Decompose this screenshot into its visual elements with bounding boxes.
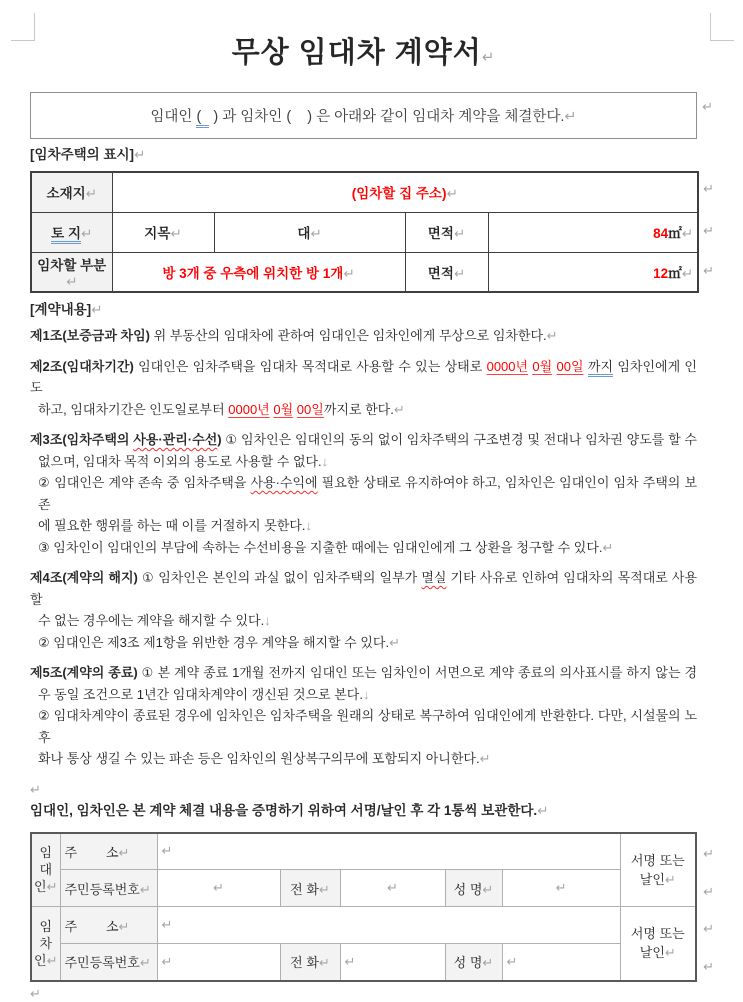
cell-id-value: ↵ [157, 870, 280, 907]
cell-id-label: 주민등록번호↵ [60, 870, 157, 907]
page-content [30, 0, 714, 1002]
paragraph-mark: ↵ [703, 883, 714, 899]
cell-name-label: 성 명↵ [445, 870, 502, 907]
clause-5: 제5조(계약의 종료) ① 본 계약 종료 1개월 전까지 임대인 또는 임차인이 서면으로 계약 종료의 의사표시를 하지 않는 경 우 동일 조건으로 1년간 임대차계약이 갱신된 것으로 본다.↓ ② 임대차계약이 종료된 경우에 임차인은 임차주택을 원래의 상태로 복구하여 임대인에게 반환한다. 다만, 시설물의 노후 화나 통상 생길 수 있는 파손 등은 임차인의 원상복구의무에 포함되지 아니한다.↵ [30, 665, 697, 766]
cell-sign-or-seal: 서명 또는 날인↵ [620, 907, 696, 981]
cell-area-value: 84㎡↵ [488, 212, 698, 252]
table-row-rented-part [31, 252, 698, 292]
paragraph-mark: ↵ [703, 920, 714, 936]
cell-phone-label: 전 화↵ [280, 944, 340, 981]
cell-lessee-party: 임 차 인↵ [31, 907, 60, 981]
paragraph-mark: ↵ [702, 99, 713, 114]
signature-table [30, 832, 697, 982]
contract-clauses [30, 325, 697, 770]
crop-mark-top-right-icon [710, 13, 734, 41]
paragraph-mark: ↵ [703, 845, 714, 861]
table-row-lessor-address [31, 833, 696, 870]
paragraph-mark: ↵ [703, 263, 714, 278]
table-row-lessee-details [31, 944, 696, 981]
cell-address-value: ↵ [157, 833, 620, 870]
cell-phone-value: ↵ [340, 870, 445, 907]
cell-phone-value: ↵ [340, 944, 445, 981]
cell-area-label: 면적↵ [405, 252, 488, 292]
cell-sign-or-seal: 서명 또는 날인↵ [620, 833, 696, 907]
paragraph-mark: ↵ [703, 181, 714, 196]
cell-name-value: ↵ [502, 870, 620, 907]
property-table [30, 171, 699, 293]
cell-name-value: ↵ [502, 944, 620, 981]
paragraph-mark: ↵ [481, 49, 496, 66]
cell-address-value: (임차할 집 주소)↵ [112, 172, 698, 212]
title-text: 무상 임대차 계약서 [231, 37, 482, 69]
section-heading-contract: [계약내용]↵ [30, 302, 103, 317]
cell-area-label: 면적↵ [405, 212, 488, 252]
empty-paragraph: ↵ [30, 781, 41, 797]
cell-phone-label: 전 화↵ [280, 870, 340, 907]
clause-1: 제1조(보증금과 차임) 위 부동산의 임대차에 관하여 임대인은 임차인에게 무상으로 임차한다.↵ [30, 328, 558, 343]
trailing-paragraph-mark: ↵ [30, 985, 41, 1001]
cell-landuse-value: 대↵ [214, 212, 405, 252]
intro-box [30, 92, 713, 139]
clause-4: 제4조(계약의 해지) ① 임차인은 본인의 과실 없이 임차주택의 일부가 멸실 기타 사유로 인하여 임대차의 목적대로 사용할 수 없는 경우에는 계약을 해지할 수 있다.↓ ② 임대인은 제3조 제1항을 위반한 경우 계약을 해지할 수 있다.↵ [30, 570, 698, 650]
intro-sentence: 임대인 ( ) 과 임차인 ( ) 은 아래와 같이 임대차 계약을 체결한다.↵ [150, 105, 576, 126]
section-heading-housing: [임차주택의 표시]↵ [30, 147, 146, 162]
signature-table-wrap [30, 832, 714, 982]
cell-address-label: 소재지↵ [31, 172, 112, 212]
property-table-wrap [30, 171, 714, 293]
cell-id-label: 주민등록번호↵ [60, 944, 157, 981]
clause-2: 제2조(임대차기간) 임대인은 임차주택을 임대차 목적대로 사용할 수 있는 상태로 0000년 0월 00일 까지 임차인에게 인도 하고, 임대차기간은 인도일로부터 0000년 0월 00일까지로 한다.↵ [30, 358, 697, 417]
clause-3: 제3조(임차주택의 사용·관리·수선) ① 임차인은 임대인의 동의 없이 임차주택의 구조변경 및 전대나 임차권 양도를 할 수 없으며, 임대차 목적 이외의 용도로 사용할 수 없다.↓ ② 임대인은 계약 존속 중 임차주택을 사용·수익에 필요한 상태로 유지하여야 하고, 임차인은 임대인이 임차 주택의 보존 에 필요한 행위를 하는 때 이를 거절하지 못한다.↓ ③ 임차인이 임대인의 부담에 속하는 수선비용을 지출한 때에는 임대인에게 그 상환을 청구할 수 있다.↵ [30, 432, 698, 555]
table-row-lessor-details [31, 870, 696, 907]
table-row-address [31, 172, 698, 212]
paragraph-mark: ↵ [703, 223, 714, 238]
closing-statement: 임대인, 임차인은 본 계약 체결 내용을 증명하기 위하여 서명/날인 후 각 1통씩 보관한다.↵ [30, 803, 549, 818]
cell-lessor-party: 임 대 인↵ [31, 833, 60, 907]
cell-part-label: 임차할 부분↵ [31, 252, 112, 292]
cell-name-label: 성 명↵ [445, 944, 502, 981]
cell-id-value: ↵ [157, 944, 280, 981]
cell-landuse-label: 지목↵ [112, 212, 214, 252]
table-row-land [31, 212, 698, 252]
table-row-lessee-address [31, 907, 696, 944]
page-title [30, 33, 697, 78]
cell-part-value: 방 3개 중 우측에 위치한 방 1개↵ [112, 252, 405, 292]
cell-land-label: 토 지↵ [31, 212, 112, 252]
cell-address-label: 주 소↵ [60, 833, 157, 870]
cell-address-label: 주 소↵ [60, 907, 157, 944]
cell-address-value: ↵ [157, 907, 620, 944]
cell-area-value: 12㎡↵ [488, 252, 698, 292]
paragraph-mark: ↵ [703, 958, 714, 974]
